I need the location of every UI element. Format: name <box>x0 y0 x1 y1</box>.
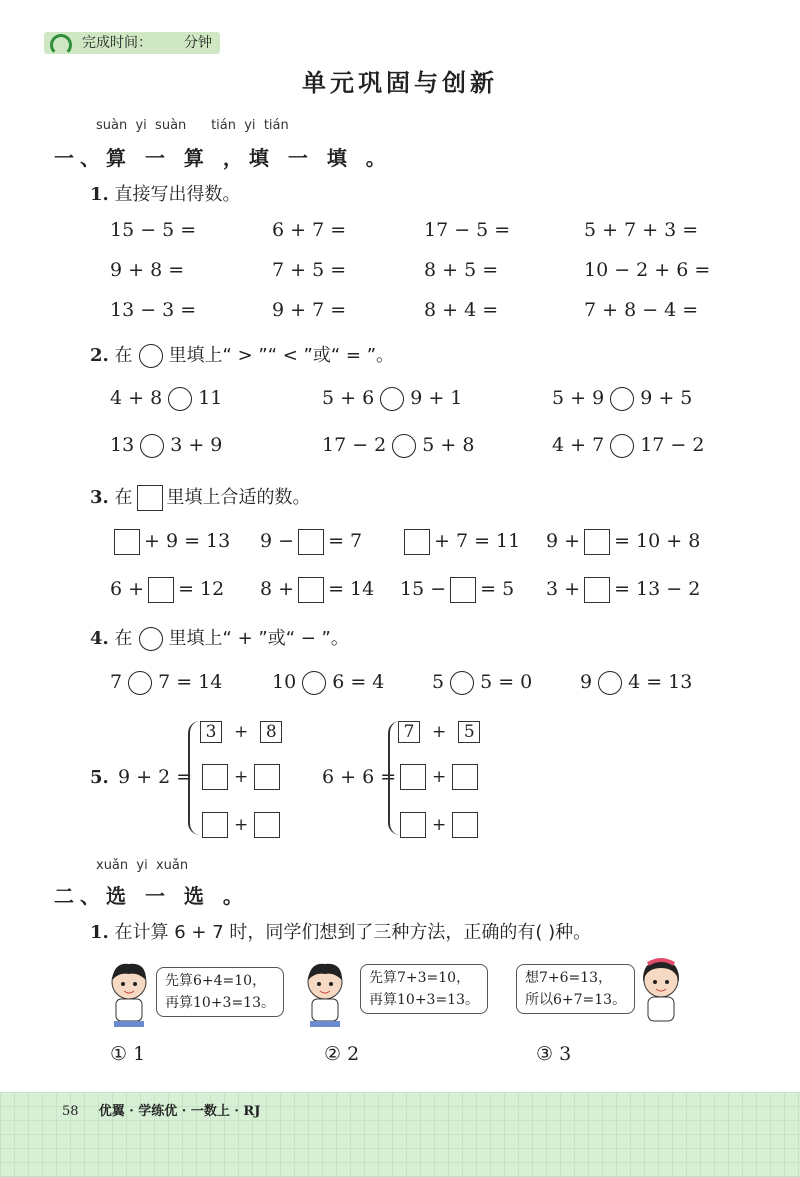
answer-box[interactable] <box>400 812 426 838</box>
question-number: 2. <box>90 345 109 366</box>
operator-item: 5 5 = 0 <box>432 671 533 693</box>
boy-illustration <box>104 960 154 1028</box>
question-text: 在 <box>114 345 133 366</box>
calc-item: 17 − 5 = <box>424 219 511 241</box>
time-unit: 分钟 <box>184 35 212 51</box>
question-text: 直接写出得数。 <box>114 184 241 205</box>
question-text: 在 <box>114 487 133 508</box>
option-2[interactable]: ② 2 <box>324 1043 360 1065</box>
calc-item: 8 + 5 = <box>424 259 499 281</box>
section2-pinyin: xuǎn yi xuǎn <box>96 858 189 873</box>
answer-box[interactable] <box>400 764 426 790</box>
question-text: 里填上“ > ”“ < ”或“ = ”。 <box>168 345 395 366</box>
compare-circle[interactable] <box>140 434 164 458</box>
answer-box[interactable] <box>254 764 280 790</box>
option-3[interactable]: ③ 3 <box>536 1043 572 1065</box>
answer-box[interactable] <box>298 529 324 555</box>
answer-box[interactable] <box>148 577 174 603</box>
time-box <box>44 32 220 54</box>
compare-circle[interactable] <box>610 387 634 411</box>
compare-item: 4 + 8 11 <box>110 387 223 409</box>
footer-text <box>62 1100 260 1119</box>
calc-item: 9 + 8 = <box>110 259 185 281</box>
question-3 <box>90 483 311 511</box>
split-expression: 6 + 6 = <box>322 766 397 788</box>
circle-blank-icon <box>139 344 163 368</box>
compare-circle[interactable] <box>610 434 634 458</box>
girl-illustration <box>636 956 686 1028</box>
split-row: 7 + 5 <box>398 720 480 743</box>
question-number: 5. <box>90 767 109 788</box>
fill-item: 9 − = 7 <box>260 529 362 555</box>
time-label: 完成时间： <box>82 35 152 51</box>
speech-bubble: 先算6+4=10， 再算10+3=13。 <box>156 967 284 1017</box>
operator-item: 10 6 = 4 <box>272 671 385 693</box>
answer-box[interactable] <box>452 764 478 790</box>
operator-circle[interactable] <box>450 671 474 695</box>
question-number: 1. <box>90 922 109 943</box>
clock-icon <box>50 34 72 56</box>
answer-box[interactable] <box>584 529 610 555</box>
calc-item: 7 + 5 = <box>272 259 347 281</box>
answer-box[interactable] <box>298 577 324 603</box>
calc-item: 9 + 7 = <box>272 299 347 321</box>
question-text: 里填上“ + ”或“ − ”。 <box>168 628 349 649</box>
compare-circle[interactable] <box>380 387 404 411</box>
split-row: + <box>198 812 284 838</box>
question-1 <box>90 180 241 206</box>
filled-box: 3 <box>200 721 222 743</box>
calc-item: 8 + 4 = <box>424 299 499 321</box>
compare-circle[interactable] <box>392 434 416 458</box>
fill-item: 15 − = 5 <box>400 577 514 603</box>
compare-item: 4 + 7 17 − 2 <box>552 434 705 456</box>
split-row: + <box>198 764 284 790</box>
fill-item: 3 + = 13 − 2 <box>546 577 700 603</box>
operator-circle[interactable] <box>128 671 152 695</box>
section1-heading: 一、算 一 算 ，填 一 填 。 <box>54 146 392 170</box>
page-number: 58 <box>62 1104 79 1119</box>
operator-item: 7 7 = 14 <box>110 671 223 693</box>
answer-box[interactable] <box>114 529 140 555</box>
compare-item: 13 3 + 9 <box>110 434 223 456</box>
section2-heading: 二、选 一 选 。 <box>54 884 249 908</box>
question-text: 里填上合适的数。 <box>166 487 311 508</box>
answer-box[interactable] <box>202 812 228 838</box>
boy-illustration <box>300 960 350 1028</box>
compare-circle[interactable] <box>168 387 192 411</box>
circle-blank-icon <box>139 627 163 651</box>
split-row: + <box>396 764 482 790</box>
answer-box[interactable] <box>404 529 430 555</box>
compare-item: 5 + 9 9 + 5 <box>552 387 693 409</box>
calc-item: 13 − 3 = <box>110 299 197 321</box>
question-number: 1. <box>90 184 109 205</box>
split-row: 3 + 8 <box>200 720 282 743</box>
fill-item: + 7 = 11 <box>400 529 520 555</box>
question-text: 在计算 6 + 7 时，同学们想到了三种方法，正确的有( )种。 <box>114 922 592 943</box>
answer-box[interactable] <box>254 812 280 838</box>
answer-box[interactable] <box>202 764 228 790</box>
calc-item: 6 + 7 = <box>272 219 347 241</box>
answer-box[interactable] <box>584 577 610 603</box>
speech-bubble: 想7+6=13， 所以6+7=13。 <box>516 964 635 1014</box>
operator-circle[interactable] <box>598 671 622 695</box>
filled-box: 7 <box>398 721 420 743</box>
question-number: 3. <box>90 487 109 508</box>
page-title: 单元巩固与创新 <box>302 69 498 97</box>
split-expression: 9 + 2 = <box>118 766 193 788</box>
answer-box[interactable] <box>452 812 478 838</box>
book-title: 优翼 · 学练优 · 一数上 · RJ <box>98 1104 261 1119</box>
calc-item: 5 + 7 + 3 = <box>584 219 699 241</box>
answer-box[interactable] <box>450 577 476 603</box>
question-2-1 <box>90 918 591 944</box>
question-text: 在 <box>114 628 133 649</box>
calc-item: 15 − 5 = <box>110 219 197 241</box>
square-blank-icon <box>137 485 163 511</box>
compare-item: 17 − 2 5 + 8 <box>322 434 475 456</box>
compare-item: 5 + 6 9 + 1 <box>322 387 463 409</box>
calc-item: 10 − 2 + 6 = <box>584 259 711 281</box>
filled-box: 8 <box>260 721 282 743</box>
split-row: + <box>396 812 482 838</box>
operator-circle[interactable] <box>302 671 326 695</box>
question-number: 4. <box>90 628 109 649</box>
speech-bubble: 先算7+3=10， 再算10+3=13。 <box>360 964 488 1014</box>
option-1[interactable]: ① 1 <box>110 1043 146 1065</box>
question-2 <box>90 341 394 368</box>
fill-item: 8 + = 14 <box>260 577 374 603</box>
calc-item: 7 + 8 − 4 = <box>584 299 699 321</box>
fill-item: 9 + = 10 + 8 <box>546 529 700 555</box>
question-4 <box>90 624 349 651</box>
question-5 <box>90 767 109 788</box>
fill-item: + 9 = 13 <box>110 529 230 555</box>
filled-box: 5 <box>458 721 480 743</box>
fill-item: 6 + = 12 <box>110 577 224 603</box>
operator-item: 9 4 = 13 <box>580 671 693 693</box>
section1-pinyin: suàn yi suàn tián yi tián <box>96 118 289 133</box>
